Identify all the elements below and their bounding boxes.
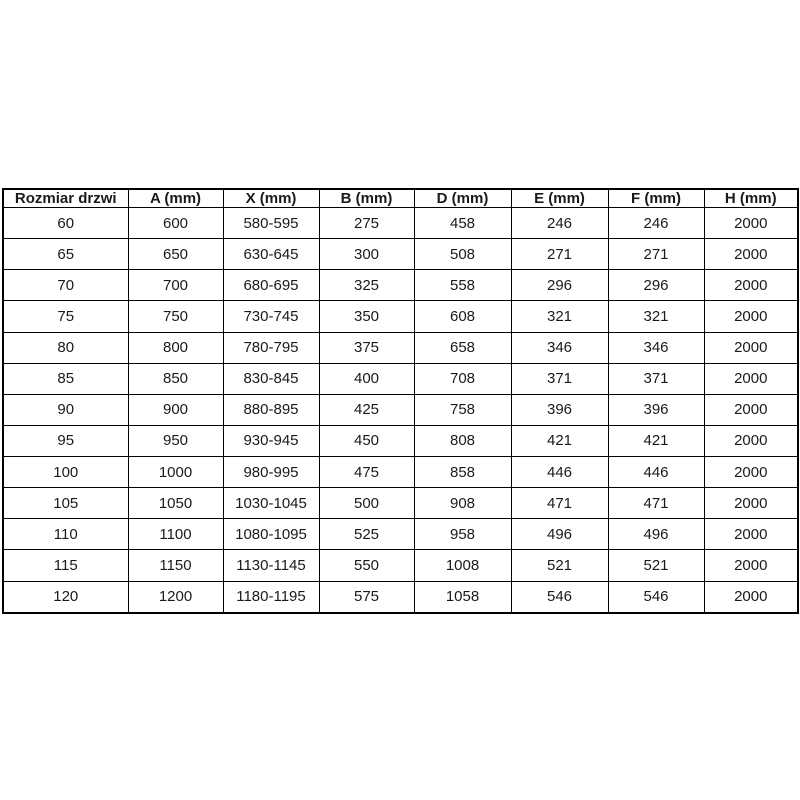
table-cell: 2000 xyxy=(704,519,798,550)
table-cell: 475 xyxy=(319,457,414,488)
table-cell: 120 xyxy=(3,581,128,613)
table-cell: 296 xyxy=(608,270,704,301)
table-cell: 60 xyxy=(3,208,128,239)
table-cell: 750 xyxy=(128,301,223,332)
table-cell: 246 xyxy=(608,208,704,239)
table-cell: 105 xyxy=(3,488,128,519)
table-cell: 521 xyxy=(511,550,608,581)
table-cell: 2000 xyxy=(704,488,798,519)
table-cell: 908 xyxy=(414,488,511,519)
table-cell: 900 xyxy=(128,394,223,425)
table-cell: 396 xyxy=(608,394,704,425)
table-cell: 371 xyxy=(608,363,704,394)
column-header: H (mm) xyxy=(704,189,798,208)
table-cell: 300 xyxy=(319,239,414,270)
table-cell: 90 xyxy=(3,394,128,425)
table-cell: 658 xyxy=(414,332,511,363)
table-cell: 650 xyxy=(128,239,223,270)
table-row xyxy=(3,363,798,394)
table-cell: 850 xyxy=(128,363,223,394)
table-cell: 546 xyxy=(608,581,704,613)
table-cell: 558 xyxy=(414,270,511,301)
table-cell: 450 xyxy=(319,425,414,456)
table-cell: 371 xyxy=(511,363,608,394)
table-cell: 2000 xyxy=(704,332,798,363)
table-cell: 980-995 xyxy=(223,457,319,488)
header-row xyxy=(3,189,798,208)
table-cell: 808 xyxy=(414,425,511,456)
table-cell: 321 xyxy=(511,301,608,332)
table-cell: 680-695 xyxy=(223,270,319,301)
table-cell: 446 xyxy=(511,457,608,488)
table-cell: 396 xyxy=(511,394,608,425)
table-cell: 500 xyxy=(319,488,414,519)
table-cell: 930-945 xyxy=(223,425,319,456)
table-cell: 1180-1195 xyxy=(223,581,319,613)
table-row xyxy=(3,488,798,519)
table-cell: 958 xyxy=(414,519,511,550)
table-cell: 521 xyxy=(608,550,704,581)
column-header: A (mm) xyxy=(128,189,223,208)
table-cell: 325 xyxy=(319,270,414,301)
column-header: D (mm) xyxy=(414,189,511,208)
table-cell: 275 xyxy=(319,208,414,239)
table-cell: 425 xyxy=(319,394,414,425)
table-cell: 758 xyxy=(414,394,511,425)
table-cell: 1030-1045 xyxy=(223,488,319,519)
table-cell: 608 xyxy=(414,301,511,332)
table-cell: 830-845 xyxy=(223,363,319,394)
table-cell: 100 xyxy=(3,457,128,488)
table-cell: 271 xyxy=(608,239,704,270)
table-cell: 1100 xyxy=(128,519,223,550)
table-cell: 1058 xyxy=(414,581,511,613)
table-cell: 85 xyxy=(3,363,128,394)
table-row xyxy=(3,519,798,550)
table-cell: 630-645 xyxy=(223,239,319,270)
table-cell: 80 xyxy=(3,332,128,363)
table-cell: 550 xyxy=(319,550,414,581)
table-cell: 296 xyxy=(511,270,608,301)
table-row xyxy=(3,270,798,301)
table-row xyxy=(3,239,798,270)
table-cell: 421 xyxy=(511,425,608,456)
table-cell: 246 xyxy=(511,208,608,239)
table-cell: 780-795 xyxy=(223,332,319,363)
table-cell: 400 xyxy=(319,363,414,394)
table-row xyxy=(3,301,798,332)
table-cell: 1008 xyxy=(414,550,511,581)
table-header xyxy=(3,189,798,208)
table-row xyxy=(3,581,798,613)
table-cell: 2000 xyxy=(704,301,798,332)
table-cell: 2000 xyxy=(704,239,798,270)
table-cell: 496 xyxy=(511,519,608,550)
table-cell: 580-595 xyxy=(223,208,319,239)
table-cell: 730-745 xyxy=(223,301,319,332)
column-header: E (mm) xyxy=(511,189,608,208)
table-cell: 1200 xyxy=(128,581,223,613)
table-cell: 115 xyxy=(3,550,128,581)
table-cell: 708 xyxy=(414,363,511,394)
table-row xyxy=(3,550,798,581)
table-cell: 600 xyxy=(128,208,223,239)
column-header: Rozmiar drzwi xyxy=(3,189,128,208)
table-cell: 525 xyxy=(319,519,414,550)
table-cell: 471 xyxy=(608,488,704,519)
table-cell: 880-895 xyxy=(223,394,319,425)
table-row xyxy=(3,332,798,363)
table-row xyxy=(3,457,798,488)
table-cell: 471 xyxy=(511,488,608,519)
column-header: F (mm) xyxy=(608,189,704,208)
column-header: X (mm) xyxy=(223,189,319,208)
table-cell: 70 xyxy=(3,270,128,301)
table-cell: 575 xyxy=(319,581,414,613)
table-cell: 458 xyxy=(414,208,511,239)
table-row xyxy=(3,425,798,456)
table-cell: 546 xyxy=(511,581,608,613)
table-cell: 1130-1145 xyxy=(223,550,319,581)
table-cell: 2000 xyxy=(704,394,798,425)
table-cell: 2000 xyxy=(704,270,798,301)
table-cell: 2000 xyxy=(704,208,798,239)
table-cell: 2000 xyxy=(704,457,798,488)
table-cell: 950 xyxy=(128,425,223,456)
table-cell: 2000 xyxy=(704,550,798,581)
table-body xyxy=(3,208,798,614)
table-cell: 65 xyxy=(3,239,128,270)
table-row xyxy=(3,394,798,425)
table-cell: 346 xyxy=(511,332,608,363)
table-cell: 95 xyxy=(3,425,128,456)
table-cell: 2000 xyxy=(704,581,798,613)
table-cell: 346 xyxy=(608,332,704,363)
table-cell: 321 xyxy=(608,301,704,332)
table-cell: 1150 xyxy=(128,550,223,581)
table-cell: 508 xyxy=(414,239,511,270)
table-cell: 271 xyxy=(511,239,608,270)
table-cell: 1000 xyxy=(128,457,223,488)
table-cell: 375 xyxy=(319,332,414,363)
table-cell: 1050 xyxy=(128,488,223,519)
table-cell: 350 xyxy=(319,301,414,332)
table-cell: 2000 xyxy=(704,425,798,456)
table-cell: 496 xyxy=(608,519,704,550)
table-cell: 2000 xyxy=(704,363,798,394)
table-cell: 858 xyxy=(414,457,511,488)
table-cell: 700 xyxy=(128,270,223,301)
table-cell: 75 xyxy=(3,301,128,332)
column-header: B (mm) xyxy=(319,189,414,208)
table-cell: 1080-1095 xyxy=(223,519,319,550)
table-cell: 421 xyxy=(608,425,704,456)
table-row xyxy=(3,208,798,239)
table-cell: 800 xyxy=(128,332,223,363)
table-cell: 110 xyxy=(3,519,128,550)
dimensions-table xyxy=(2,188,799,614)
table-cell: 446 xyxy=(608,457,704,488)
